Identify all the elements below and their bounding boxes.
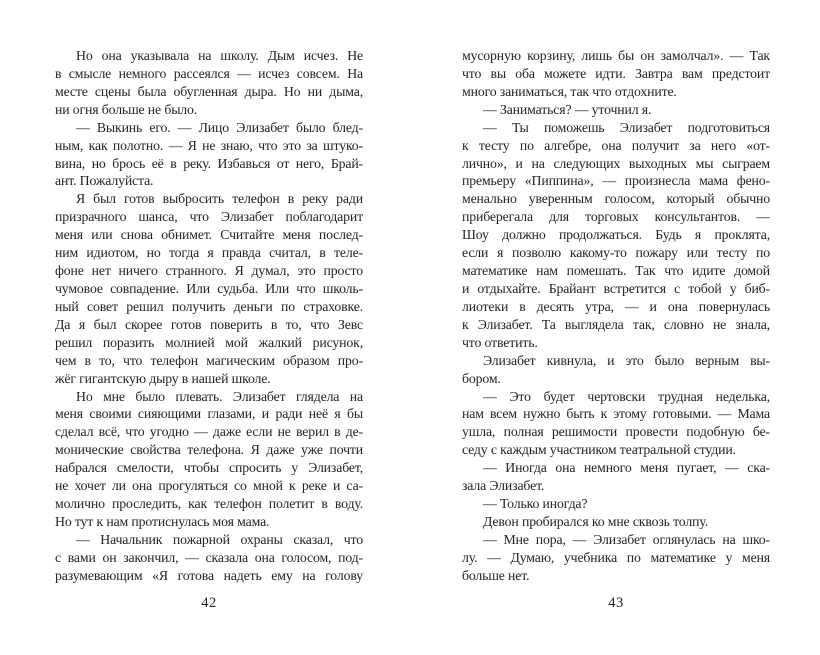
- text-line: лично», и на следующих выходных мы сыграем: [462, 155, 770, 171]
- text-line: зала Элизабет.: [462, 478, 545, 494]
- text-line: фоне нет ничего странного. Я думал, это просто: [55, 263, 363, 279]
- text-line: ним идиотом, но тогда я правда считал, в теле-: [55, 245, 363, 261]
- text-line: ант. Пожалуйста.: [55, 173, 154, 189]
- text-line: Шоу должно продолжаться. Будь я проклята,: [462, 227, 770, 243]
- text-line: лу. — Думаю, учебника по математике у меня: [462, 549, 770, 565]
- text-line: Девон пробирался ко мне сквозь толпу.: [483, 513, 709, 529]
- text-line: призрачного шанса, что Элизабет поблагодарит: [55, 209, 363, 225]
- text-line: — Это будет чертовски трудная неделька,: [483, 388, 770, 404]
- text-line: жёг гигантскую дыру в нашей школе.: [55, 370, 271, 386]
- text-line: решил поразить молнией мой жалкий рисунок,: [55, 334, 363, 350]
- text-line: что ответить.: [462, 334, 538, 350]
- text-line: бором.: [462, 370, 501, 386]
- text-line: — Только иногда?: [483, 496, 588, 512]
- text-line: нам всем нужно быть к этому готовыми. — Мама: [462, 406, 770, 422]
- text-line: Но она указывала на школу. Дым исчез. Не: [76, 48, 363, 63]
- text-line: Я был готов выбросить телефон в реку ради: [76, 191, 363, 207]
- page-right-text-column: [462, 47, 770, 585]
- text-line: что вы оба можете идти. Завтра вам предстоит: [462, 65, 770, 81]
- text-line: седу с каждым участником театральной студии.: [462, 442, 736, 458]
- text-line: — Начальник пожарной охраны сказал, что: [76, 531, 363, 547]
- text-line: математике нам помешать. Так что идите домой: [462, 263, 770, 279]
- text-line: меня или снова обнимет. Считайте меня послед-: [55, 227, 363, 243]
- text-line: много заниматься, так что отдохните.: [462, 83, 677, 99]
- text-line: и отдыхайте. Брайант встретится с тобой у биб-: [462, 280, 770, 296]
- text-line: меня своими сияющими глазами, и ради неё я бы: [55, 406, 363, 422]
- page-number-right: 43: [608, 595, 624, 611]
- text-line: если я позволю какому-то пожару или тесту по: [462, 245, 770, 261]
- text-line: менально уверенным голосом, который обычно: [462, 191, 770, 207]
- text-line: Но тут к нам протиснулась моя мама.: [55, 513, 270, 529]
- text-line: Но мне было плевать. Элизабет глядела на: [76, 388, 363, 404]
- text-line: ни огня больше не было.: [55, 101, 198, 117]
- text-line: чумовое совпадение. Или судьба. Или что школь-: [55, 280, 363, 296]
- text-line: чем в то, что телефон магическим образом про-: [55, 352, 363, 368]
- text-line: лиотеки в десять утра, — и она повернулась: [462, 298, 770, 314]
- text-line: к Элизабет. Та выглядела так, словно не знала,: [462, 316, 770, 332]
- text-line: — Выкинь его. — Лицо Элизабет было блед-: [76, 119, 363, 135]
- text-line: ным, как полотно. — Я не знаю, что это за штуко-: [55, 137, 363, 153]
- text-line: мусорную корзину, лишь бы он замолчал». — Так: [462, 48, 770, 63]
- text-line: месте сцены была обугленная дыра. Но ни дыма,: [55, 83, 363, 99]
- text-line: Да я был скорее готов поверить в то, что Зевс: [55, 316, 363, 332]
- text-line: — Заниматься? — уточнил я.: [483, 101, 652, 117]
- text-line: — Мне пора, — Элизабет оглянулась на шко-: [483, 531, 770, 547]
- text-line: больше нет.: [462, 567, 530, 583]
- text-line: к тесту по алгебре, она получит за него «от-: [462, 137, 770, 153]
- text-line: в смысле немного рассеялся — исчез совсем. На: [55, 65, 363, 81]
- text-line: вина, но брось её в реку. Избавься от него, Брай-: [55, 155, 363, 171]
- text-line: ный совет решил получить деньги по страховке.: [55, 298, 363, 314]
- page-number-left: 42: [201, 595, 217, 611]
- text-line: разумевающим «Я готова надеть ему на голову: [55, 567, 363, 583]
- text-line: — Ты поможешь Элизабет подготовиться: [483, 119, 770, 135]
- text-line: молично проследить, как телефон полетит в воду.: [55, 496, 363, 512]
- text-line: сделал всё, что угодно — даже если не верил в де-: [55, 424, 363, 440]
- text-line: — Иногда она немного меня пугает, — ска-: [483, 460, 770, 476]
- text-line: с вами он закончил, — сказала она голосом, под-: [55, 549, 363, 565]
- text-line: не хочет ли она прогуляться со мной к реке и са-: [55, 478, 363, 494]
- text-line: монические свойства телефона. Я даже уже почти: [55, 442, 363, 458]
- page-left-text-column: [55, 47, 363, 585]
- text-line: приберегала для торговых консультантов. —: [462, 209, 770, 225]
- text-line: премьеру «Пиппина», — произнесла мама фено-: [462, 173, 770, 189]
- text-line: ушла, полная решимости провести подобную бе-: [462, 424, 770, 440]
- text-line: набрался смелости, чтобы спросить у Элизабет,: [55, 460, 363, 476]
- text-line: Элизабет кивнула, и это было верным вы-: [483, 352, 770, 368]
